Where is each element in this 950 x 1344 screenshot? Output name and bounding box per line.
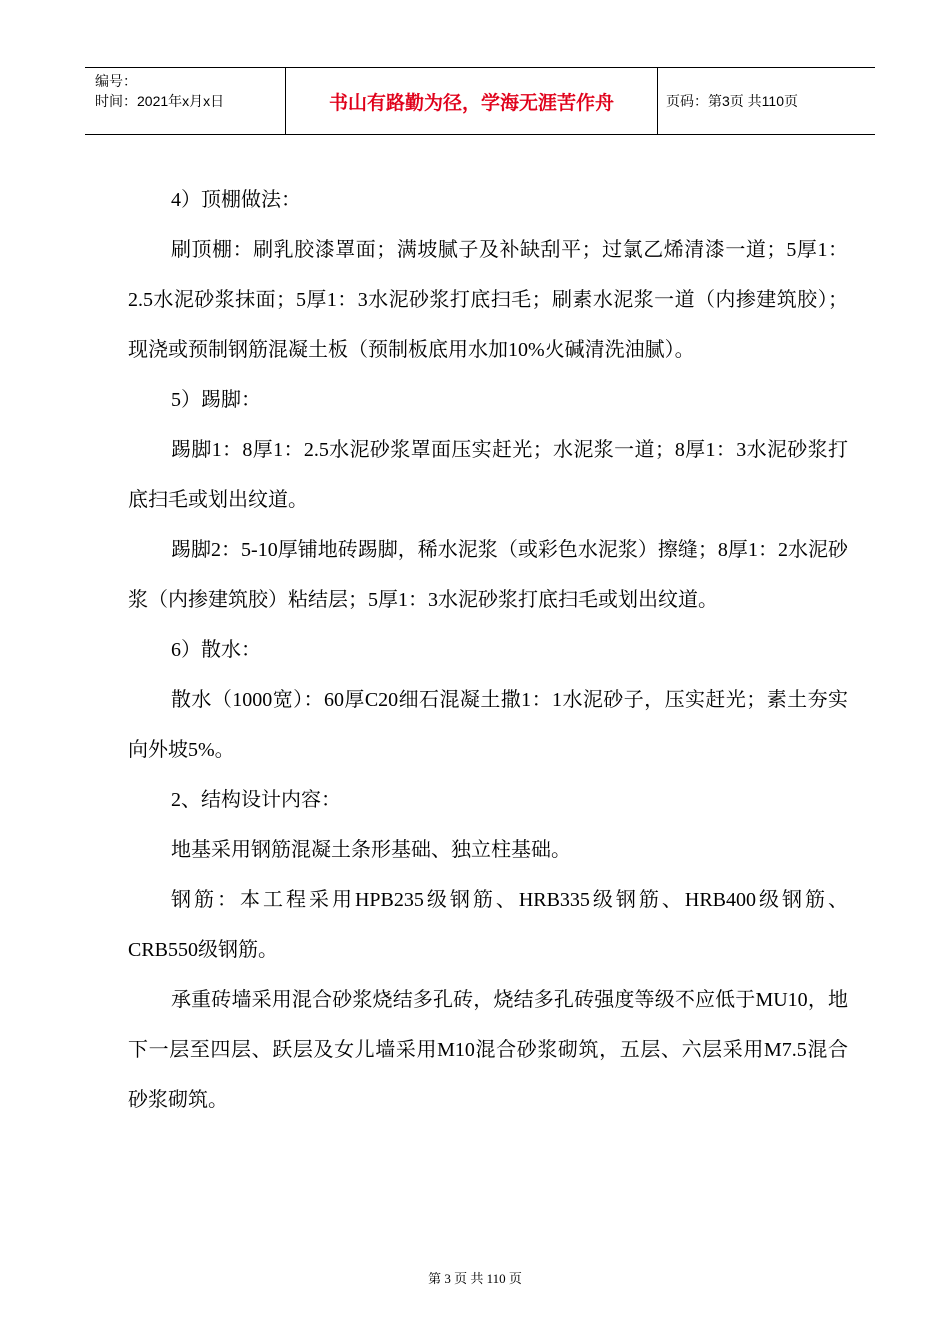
document-time-label: 时间：2021年x月x日 [95,93,225,109]
body-paragraph: 踢脚1：8厚1：2.5水泥砂浆罩面压实赶光；水泥浆一道；8厚1：3水泥砂浆打底扫毛或划出纹道。 [128,439,848,511]
body-paragraph: 地基采用钢筋混凝土条形基础、独立柱基础。 [171,839,571,861]
document-number-label: 编号： [95,73,137,89]
body-paragraph: 踢脚2：5-10厚铺地砖踢脚，稀水泥浆（或彩色水泥浆）擦缝；8厚1：2水泥砂浆（内掺建筑胶）粘结层；5厚1：3水泥砂浆打底扫毛或划出纹道。 [128,539,848,611]
body-paragraph: 散水（1000宽）：60厚C20细石混凝土撒1：1水泥砂子，压实赶光；素土夯实向外坡5%。 [128,689,848,761]
body-paragraph: 刷顶棚：刷乳胶漆罩面；满坡腻子及补缺刮平；过氯乙烯清漆一道；5厚1：2.5水泥砂浆抹面；5厚1：3水泥砂浆打底扫毛；刷素水泥浆一道（内掺建筑胶）；现浇或预制钢筋混凝土板（预制板底用水加10%火碱清洗油腻）。 [128,239,848,361]
section-heading: 4）顶棚做法： [171,189,301,211]
section-heading: 2、结构设计内容： [171,789,341,811]
document-body [128,175,848,1125]
header-motto: 书山有路勤为径，学海无涯苦作舟 [285,68,658,134]
section-heading: 5）踢脚： [171,389,261,411]
body-paragraph: 钢筋：本工程采用HPB235级钢筋、HRB335级钢筋、HRB400级钢筋、CRB550级钢筋。 [128,889,848,961]
header-page-info: 页码：第3页 共110页 [666,93,798,109]
body-paragraph: 承重砖墙采用混合砂浆烧结多孔砖，烧结多孔砖强度等级不应低于MU10，地下一层至四层、跃层及女儿墙采用M10混合砂浆砌筑，五层、六层采用M7.5混合砂浆砌筑。 [128,989,848,1111]
page-footer: 第 3 页 共 110 页 [428,1271,522,1286]
header-meta [85,68,285,134]
section-heading: 6）散水： [171,639,261,661]
page-header [85,67,875,135]
